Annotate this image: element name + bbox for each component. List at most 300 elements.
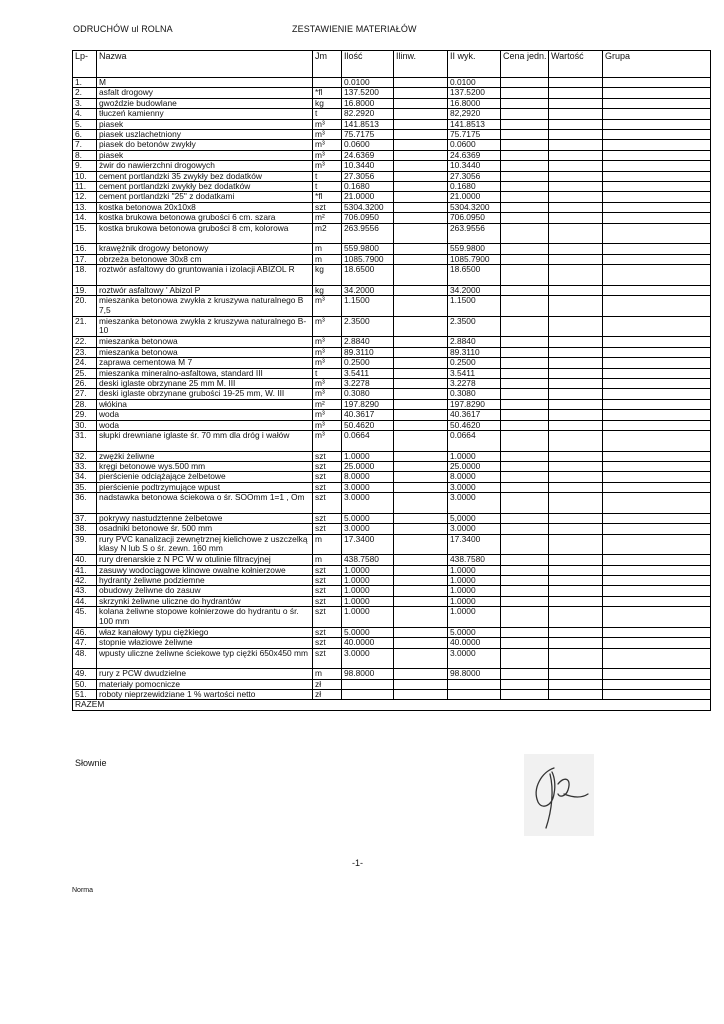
table-row — [73, 98, 711, 108]
row-cena — [501, 472, 549, 482]
row-wartosc — [549, 627, 603, 637]
row-wartosc — [549, 596, 603, 606]
row-jm: *fl — [313, 192, 342, 202]
row-ilosc: 5.0000 — [342, 627, 394, 637]
row-jm: m³ — [313, 337, 342, 347]
row-ii-wyk: 706.0950 — [448, 213, 501, 223]
row-ilosc: 40.3617 — [342, 410, 394, 420]
row-ilinw — [394, 555, 448, 565]
row-ilinw — [394, 109, 448, 119]
table-row — [73, 451, 711, 461]
table-row — [73, 368, 711, 378]
row-ilosc: 10.3440 — [342, 161, 394, 171]
row-cena — [501, 524, 549, 534]
row-ilinw — [394, 316, 448, 337]
row-grupa — [603, 285, 711, 295]
row-wartosc — [549, 586, 603, 596]
col-header-lp: Lp- — [73, 51, 97, 78]
row-ii-wyk: 3.2278 — [448, 378, 501, 388]
row-ilosc: 98.8000 — [342, 669, 394, 679]
row-wartosc — [549, 296, 603, 317]
row-ilosc: 24.6369 — [342, 150, 394, 160]
row-lp: 17. — [73, 254, 97, 264]
row-ilosc: 27.3056 — [342, 171, 394, 181]
row-nazwa: rury PVC kanalizacji zewnętrznej kielichowe z uszczelką klasy N lub S o śr. zewn. 160 mm — [97, 534, 313, 555]
row-ilinw — [394, 420, 448, 430]
table-row — [73, 493, 711, 514]
row-ii-wyk — [448, 679, 501, 689]
row-wartosc — [549, 607, 603, 628]
row-jm: m³ — [313, 140, 342, 150]
row-jm: m³ — [313, 119, 342, 129]
row-cena — [501, 565, 549, 575]
row-lp: 40. — [73, 555, 97, 565]
row-nazwa: zasuwy wodociągowe klinowe owalne kołnierzowe — [97, 565, 313, 575]
row-ilinw — [394, 130, 448, 140]
row-ilinw — [394, 202, 448, 212]
row-nazwa: woda — [97, 420, 313, 430]
row-cena — [501, 202, 549, 212]
col-header-nazwa: Nazwa — [97, 51, 313, 78]
row-cena — [501, 638, 549, 648]
row-ii-wyk: 1.0000 — [448, 565, 501, 575]
row-nazwa: M — [97, 78, 313, 88]
row-wartosc — [549, 192, 603, 202]
row-ii-wyk: 1.0000 — [448, 596, 501, 606]
row-ilinw — [394, 285, 448, 295]
row-wartosc — [549, 119, 603, 129]
row-ii-wyk: 197.8290 — [448, 399, 501, 409]
row-lp: 37. — [73, 513, 97, 523]
row-jm: szt — [313, 586, 342, 596]
row-jm: m³ — [313, 430, 342, 451]
row-grupa — [603, 679, 711, 689]
row-nazwa: pokrywy nastudztenne żelbetowe — [97, 513, 313, 523]
row-ii-wyk: 5304.3200 — [448, 202, 501, 212]
row-ilinw — [394, 596, 448, 606]
row-ilinw — [394, 482, 448, 492]
row-ilosc: 2.8840 — [342, 337, 394, 347]
row-ilosc: 0.2500 — [342, 358, 394, 368]
table-row — [73, 575, 711, 585]
row-lp: 6. — [73, 130, 97, 140]
row-ilinw — [394, 430, 448, 451]
row-nazwa: mieszanka mineralno-asfaltowa, standard III — [97, 368, 313, 378]
table-body — [73, 78, 711, 700]
row-ilinw — [394, 524, 448, 534]
row-ilinw — [394, 171, 448, 181]
row-ii-wyk: 0.2500 — [448, 358, 501, 368]
row-grupa — [603, 223, 711, 244]
row-ilosc: 1.0000 — [342, 607, 394, 628]
row-grupa — [603, 607, 711, 628]
row-ii-wyk: 89.3110 — [448, 347, 501, 357]
row-wartosc — [549, 109, 603, 119]
row-cena — [501, 347, 549, 357]
row-nazwa: mieszanka betonowa zwykła z kruszywa naturalnego B-10 — [97, 316, 313, 337]
row-grupa — [603, 119, 711, 129]
row-wartosc — [549, 399, 603, 409]
row-lp: 18. — [73, 265, 97, 286]
row-grupa — [603, 182, 711, 192]
row-wartosc — [549, 368, 603, 378]
razem-label: RAZEM — [73, 700, 711, 711]
table-row — [73, 358, 711, 368]
row-lp: 33. — [73, 461, 97, 471]
table-header-row — [73, 51, 711, 78]
row-ilinw — [394, 607, 448, 628]
row-nazwa: obudowy żeliwne do zasuw — [97, 586, 313, 596]
row-jm: zł — [313, 679, 342, 689]
table-row — [73, 192, 711, 202]
row-jm: m² — [313, 399, 342, 409]
row-grupa — [603, 399, 711, 409]
row-grupa — [603, 130, 711, 140]
row-ilosc: 3.0000 — [342, 482, 394, 492]
row-ilosc: 0.0100 — [342, 78, 394, 88]
row-cena — [501, 586, 549, 596]
row-wartosc — [549, 648, 603, 669]
row-nazwa: wpusty uliczne żeliwne ściekowe typ ciężki 650x450 mm — [97, 648, 313, 669]
row-wartosc — [549, 451, 603, 461]
row-nazwa: roztwór asfaltowy ' Abizol P — [97, 285, 313, 295]
row-nazwa: gwoździe budowlane — [97, 98, 313, 108]
row-nazwa: hydranty żeliwne podziemne — [97, 575, 313, 585]
row-lp: 31. — [73, 430, 97, 451]
row-grupa — [603, 627, 711, 637]
row-ii-wyk: 75.7175 — [448, 130, 501, 140]
row-ilinw — [394, 265, 448, 286]
row-wartosc — [549, 482, 603, 492]
row-lp: 27. — [73, 389, 97, 399]
row-ilinw — [394, 368, 448, 378]
row-ii-wyk: 5.0000 — [448, 627, 501, 637]
materials-table — [72, 50, 711, 711]
row-jm: m — [313, 669, 342, 679]
row-wartosc — [549, 534, 603, 555]
row-lp: 42. — [73, 575, 97, 585]
row-lp: 32. — [73, 451, 97, 461]
row-ilinw — [394, 410, 448, 420]
row-ii-wyk: 1.0000 — [448, 607, 501, 628]
row-grupa — [603, 513, 711, 523]
row-jm: m³ — [313, 316, 342, 337]
table-row — [73, 347, 711, 357]
table-row — [73, 337, 711, 347]
row-ii-wyk: 40.3617 — [448, 410, 501, 420]
row-jm: t — [313, 109, 342, 119]
row-grupa — [603, 389, 711, 399]
table-row — [73, 265, 711, 286]
row-grupa — [603, 337, 711, 347]
row-wartosc — [549, 88, 603, 98]
row-jm: szt — [313, 638, 342, 648]
row-wartosc — [549, 690, 603, 700]
table-row — [73, 182, 711, 192]
table-row — [73, 389, 711, 399]
row-jm: t — [313, 368, 342, 378]
slownie-label: Słownie — [75, 758, 107, 768]
row-grupa — [603, 690, 711, 700]
row-ilosc: 559.9800 — [342, 244, 394, 254]
row-cena — [501, 130, 549, 140]
row-jm: m — [313, 555, 342, 565]
row-jm: m³ — [313, 420, 342, 430]
row-grupa — [603, 98, 711, 108]
row-lp: 41. — [73, 565, 97, 575]
row-ilosc: 89.3110 — [342, 347, 394, 357]
row-lp: 43. — [73, 586, 97, 596]
row-ilosc: 197.8290 — [342, 399, 394, 409]
row-nazwa: kręgi betonowe wys.500 mm — [97, 461, 313, 471]
row-ii-wyk: 3.0000 — [448, 493, 501, 514]
row-wartosc — [549, 513, 603, 523]
row-nazwa: słupki drewniane iglaste śr. 70 mm dla dróg i wałów — [97, 430, 313, 451]
row-cena — [501, 596, 549, 606]
row-lp: 1. — [73, 78, 97, 88]
row-ii-wyk: 2.8840 — [448, 337, 501, 347]
table-row — [73, 420, 711, 430]
signature-image — [524, 754, 594, 836]
row-ilosc: 1085.7900 — [342, 254, 394, 264]
row-grupa — [603, 524, 711, 534]
row-grupa — [603, 150, 711, 160]
row-ilosc: 438.7580 — [342, 555, 394, 565]
row-wartosc — [549, 575, 603, 585]
row-lp: 38. — [73, 524, 97, 534]
row-wartosc — [549, 461, 603, 471]
row-ii-wyk: 25.0000 — [448, 461, 501, 471]
row-cena — [501, 430, 549, 451]
row-grupa — [603, 493, 711, 514]
row-ii-wyk: 18.6500 — [448, 265, 501, 286]
row-jm: m — [313, 534, 342, 555]
table-row — [73, 648, 711, 669]
row-ilinw — [394, 669, 448, 679]
table-row — [73, 316, 711, 337]
row-grupa — [603, 347, 711, 357]
row-ilosc: 3.5411 — [342, 368, 394, 378]
row-ilosc: 5304.3200 — [342, 202, 394, 212]
row-nazwa: tłuczeń kamienny — [97, 109, 313, 119]
row-nazwa: pierścienie odciążające żelbetowe — [97, 472, 313, 482]
col-header-cena: Cena jedn. — [501, 51, 549, 78]
table-row — [73, 378, 711, 388]
row-grupa — [603, 420, 711, 430]
row-ilosc: 16.8000 — [342, 98, 394, 108]
table-row — [73, 296, 711, 317]
row-wartosc — [549, 223, 603, 244]
row-jm: *fl — [313, 88, 342, 98]
row-jm: szt — [313, 451, 342, 461]
row-jm: zł — [313, 690, 342, 700]
row-ii-wyk: 50.4620 — [448, 420, 501, 430]
row-nazwa: kostka brukowa betonowa grubości 6 cm. szara — [97, 213, 313, 223]
row-ilosc — [342, 679, 394, 689]
row-ilosc: 21.0000 — [342, 192, 394, 202]
row-cena — [501, 358, 549, 368]
table-row — [73, 430, 711, 451]
row-nazwa: cement portlandzki "25" z dodatkami — [97, 192, 313, 202]
row-ilosc: 1.0000 — [342, 451, 394, 461]
table-row — [73, 171, 711, 181]
row-jm: m2 — [313, 223, 342, 244]
row-ii-wyk: 10.3440 — [448, 161, 501, 171]
row-grupa — [603, 461, 711, 471]
row-wartosc — [549, 389, 603, 399]
row-ilinw — [394, 389, 448, 399]
row-ilinw — [394, 213, 448, 223]
row-ilosc: 1.0000 — [342, 586, 394, 596]
row-jm: szt — [313, 575, 342, 585]
row-ilinw — [394, 648, 448, 669]
row-lp: 39. — [73, 534, 97, 555]
row-cena — [501, 607, 549, 628]
row-grupa — [603, 669, 711, 679]
row-nazwa: roztwór asfaltowy do gruntowania i izolacji ABIZOL R — [97, 265, 313, 286]
row-cena — [501, 534, 549, 555]
row-ilinw — [394, 182, 448, 192]
row-ii-wyk: 1.0000 — [448, 575, 501, 585]
row-lp: 8. — [73, 150, 97, 160]
row-ilinw — [394, 296, 448, 317]
row-ilinw — [394, 513, 448, 523]
row-wartosc — [549, 182, 603, 192]
row-wartosc — [549, 679, 603, 689]
row-jm: m — [313, 254, 342, 264]
row-nazwa: piasek uszlachetniony — [97, 130, 313, 140]
row-ii-wyk: 5,0000 — [448, 513, 501, 523]
row-ii-wyk: 0.0664 — [448, 430, 501, 451]
row-ilinw — [394, 254, 448, 264]
row-jm: szt — [313, 627, 342, 637]
row-nazwa: deski iglaste obrzynane 25 mm M. III — [97, 378, 313, 388]
row-ilosc: 40.0000 — [342, 638, 394, 648]
row-wartosc — [549, 150, 603, 160]
row-lp: 25. — [73, 368, 97, 378]
row-ilosc: 1.0000 — [342, 575, 394, 585]
row-nazwa: rury drenarskie z N PC W w otulinie filtracyjnej — [97, 555, 313, 565]
row-nazwa: kostka betonowa 20x10x8 — [97, 202, 313, 212]
table-row — [73, 607, 711, 628]
table-row — [73, 140, 711, 150]
row-ilinw — [394, 192, 448, 202]
row-cena — [501, 182, 549, 192]
table-row — [73, 78, 711, 88]
row-lp: 9. — [73, 161, 97, 171]
row-wartosc — [549, 98, 603, 108]
row-ilinw — [394, 223, 448, 244]
row-wartosc — [549, 316, 603, 337]
row-ilinw — [394, 378, 448, 388]
row-cena — [501, 213, 549, 223]
row-grupa — [603, 586, 711, 596]
col-header-ilosc: Ilość — [342, 51, 394, 78]
row-nazwa: woda — [97, 410, 313, 420]
row-lp: 46. — [73, 627, 97, 637]
row-jm: t — [313, 171, 342, 181]
row-grupa — [603, 410, 711, 420]
row-nazwa: piasek — [97, 150, 313, 160]
row-jm: kg — [313, 98, 342, 108]
row-cena — [501, 223, 549, 244]
row-nazwa: mieszanka betonowa — [97, 347, 313, 357]
row-cena — [501, 555, 549, 565]
row-ii-wyk: 559.9800 — [448, 244, 501, 254]
row-cena — [501, 451, 549, 461]
row-jm: szt — [313, 513, 342, 523]
row-ii-wyk: 98.8000 — [448, 669, 501, 679]
row-ii-wyk: 24.6369 — [448, 150, 501, 160]
row-cena — [501, 140, 549, 150]
row-grupa — [603, 213, 711, 223]
row-ii-wyk: 0.0600 — [448, 140, 501, 150]
row-wartosc — [549, 337, 603, 347]
row-cena — [501, 119, 549, 129]
row-wartosc — [549, 161, 603, 171]
row-ilosc: 5.0000 — [342, 513, 394, 523]
row-jm: m³ — [313, 347, 342, 357]
row-lp: 11. — [73, 182, 97, 192]
row-grupa — [603, 244, 711, 254]
row-grupa — [603, 482, 711, 492]
row-jm: szt — [313, 461, 342, 471]
table-row — [73, 119, 711, 129]
row-nazwa: piasek — [97, 119, 313, 129]
row-cena — [501, 690, 549, 700]
row-wartosc — [549, 524, 603, 534]
row-grupa — [603, 451, 711, 461]
row-grupa — [603, 192, 711, 202]
row-wartosc — [549, 555, 603, 565]
row-ii-wyk: 2.3500 — [448, 316, 501, 337]
table-row — [73, 161, 711, 171]
col-header-ilinw: Ilinw. — [394, 51, 448, 78]
table-row — [73, 461, 711, 471]
row-jm: szt — [313, 202, 342, 212]
row-wartosc — [549, 265, 603, 286]
row-lp: 35. — [73, 482, 97, 492]
row-ii-wyk: 3.0000 — [448, 524, 501, 534]
row-lp: 5. — [73, 119, 97, 129]
row-ilinw — [394, 575, 448, 585]
row-ilinw — [394, 161, 448, 171]
row-grupa — [603, 358, 711, 368]
row-cena — [501, 648, 549, 669]
row-ilinw — [394, 140, 448, 150]
row-ilosc: 0.0600 — [342, 140, 394, 150]
row-grupa — [603, 296, 711, 317]
row-lp: 47. — [73, 638, 97, 648]
row-cena — [501, 410, 549, 420]
row-grupa — [603, 109, 711, 119]
row-ilinw — [394, 534, 448, 555]
row-ii-wyk: 3.0000 — [448, 482, 501, 492]
row-ii-wyk: 40.0000 — [448, 638, 501, 648]
row-ilinw — [394, 98, 448, 108]
row-wartosc — [549, 565, 603, 575]
row-lp: 14. — [73, 213, 97, 223]
row-ilinw — [394, 451, 448, 461]
row-lp: 26. — [73, 378, 97, 388]
row-cena — [501, 337, 549, 347]
row-jm: m³ — [313, 410, 342, 420]
row-cena — [501, 368, 549, 378]
row-jm: kg — [313, 265, 342, 286]
row-ilinw — [394, 472, 448, 482]
row-grupa — [603, 648, 711, 669]
row-grupa — [603, 265, 711, 286]
